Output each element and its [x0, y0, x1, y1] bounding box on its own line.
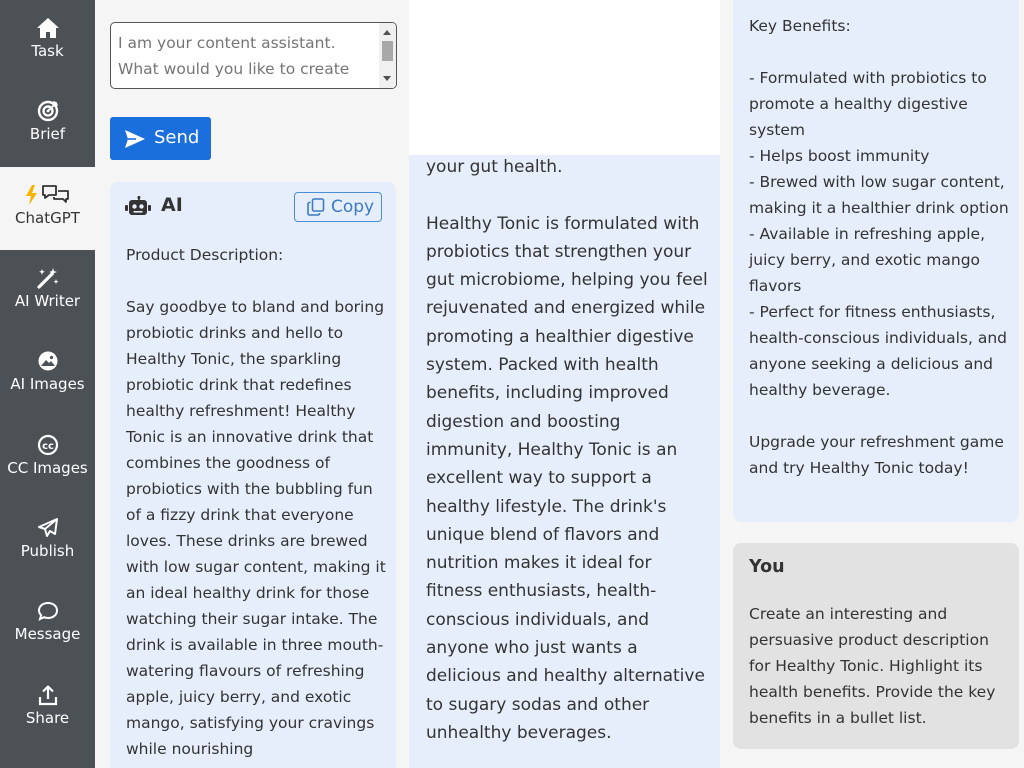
message-author: You — [749, 557, 785, 577]
sidebar-item-task[interactable] — [0, 0, 95, 83]
ai-message-continuation — [409, 155, 720, 768]
chatgpt-icon — [0, 183, 95, 207]
user-message-card — [733, 543, 1019, 749]
image-icon — [0, 349, 95, 373]
sidebar-item-ai-images[interactable] — [0, 333, 95, 416]
ai-message-text: your gut health. Healthy Tonic is formulated with probiotics that strengthen your gut microbiome, helping you feel rejuvenated and energized while promoting a healthier digestive system. Packed with health benefits, including improved digestion and boosting immunity, Healthy Tonic is an excellent way to support a healthy lifestyle. The drink's unique blend of flavors and nutrition makes it ideal for fitness enthusiasts, health-conscious individuals, and anyone who just wants a delicious and healthy alternative to sugary sodas and other unhealthy beverages. — [426, 157, 708, 743]
send-icon — [124, 129, 146, 154]
sidebar-item-label: AI Writer — [14, 292, 81, 310]
svg-text:cc: cc — [41, 441, 54, 452]
ai-message-card — [733, 0, 1019, 522]
sidebar-item-label: Share — [25, 709, 70, 727]
sidebar — [0, 0, 95, 768]
message-author: AI — [161, 194, 183, 216]
sidebar-item-publish[interactable] — [0, 500, 95, 583]
prompt-scrollbar[interactable] — [379, 23, 396, 88]
paper-plane-icon — [0, 516, 95, 540]
robot-icon — [125, 196, 151, 220]
user-message-text: Create an interesting and persuasive product description for Healthy Tonic. Highlight its health benefits. Provide the key benefits in a bullet list. — [749, 605, 996, 727]
ai-message-text: Key Benefits: - Formulated with probiotics to promote a healthy digestive system - Helps boost immunity - Brewed with low sugar content, making it a healthier drink option - Available in refreshing apple, juicy berry, and exotic mango flavors - Perfect for fitness enthusiasts, health-conscious individuals, and anyone seeking a delicious and healthy beverage. Upgrade your refreshment game and try Healthy Tonic today! — [749, 17, 1009, 477]
sidebar-item-label: Task — [31, 42, 64, 60]
prompt-input[interactable] — [111, 23, 379, 88]
conversation-panel — [720, 0, 1024, 768]
scroll-thumb[interactable] — [382, 41, 393, 61]
copy-button[interactable] — [294, 192, 382, 222]
scroll-up-arrow-icon[interactable] — [383, 30, 391, 35]
sidebar-item-cc-images[interactable] — [0, 417, 95, 500]
sidebar-item-label: ChatGPT — [15, 209, 80, 227]
send-button-label: Send — [154, 127, 200, 148]
copy-icon — [307, 198, 325, 220]
sidebar-item-label: Brief — [29, 125, 66, 143]
blank-area — [409, 0, 720, 155]
ai-message-card — [110, 182, 396, 768]
sidebar-item-brief[interactable] — [0, 83, 95, 166]
chat-panel — [95, 0, 409, 768]
sidebar-item-message[interactable] — [0, 583, 95, 666]
send-button[interactable] — [110, 117, 211, 160]
sidebar-item-label: AI Images — [10, 375, 85, 393]
scroll-down-arrow-icon[interactable] — [383, 76, 391, 81]
sidebar-item-chatgpt[interactable] — [0, 167, 95, 250]
home-icon — [0, 16, 95, 40]
copy-button-label: Copy — [331, 197, 375, 217]
sidebar-item-label: CC Images — [7, 459, 88, 477]
prompt-box — [110, 22, 397, 89]
share-icon — [0, 683, 95, 707]
magic-wand-icon — [0, 266, 95, 290]
sidebar-item-label: Publish — [20, 542, 75, 560]
creative-commons-icon — [0, 433, 95, 457]
target-icon — [0, 99, 95, 123]
chat-bubble-icon — [0, 599, 95, 623]
sidebar-item-share[interactable] — [0, 667, 95, 750]
ai-message-text: Product Description: Say goodbye to bland and boring probiotic drinks and hello to Healthy Tonic, the sparkling probiotic drink that redefines healthy refreshment! Healthy Tonic is an innovative drink that combines the goodness of probiotics with the bubbling fun of a fizzy drink that everyone loves. These drinks are brewed with low sugar content, making it an ideal healthy drink for those watching their sugar intake. The drink is available in three mouth-watering flavours of refreshing apple, juicy berry, and exotic mango, satisfying your cravings while nourishing — [126, 246, 386, 758]
sidebar-item-label: Message — [14, 625, 81, 643]
sidebar-item-ai-writer[interactable] — [0, 250, 95, 333]
